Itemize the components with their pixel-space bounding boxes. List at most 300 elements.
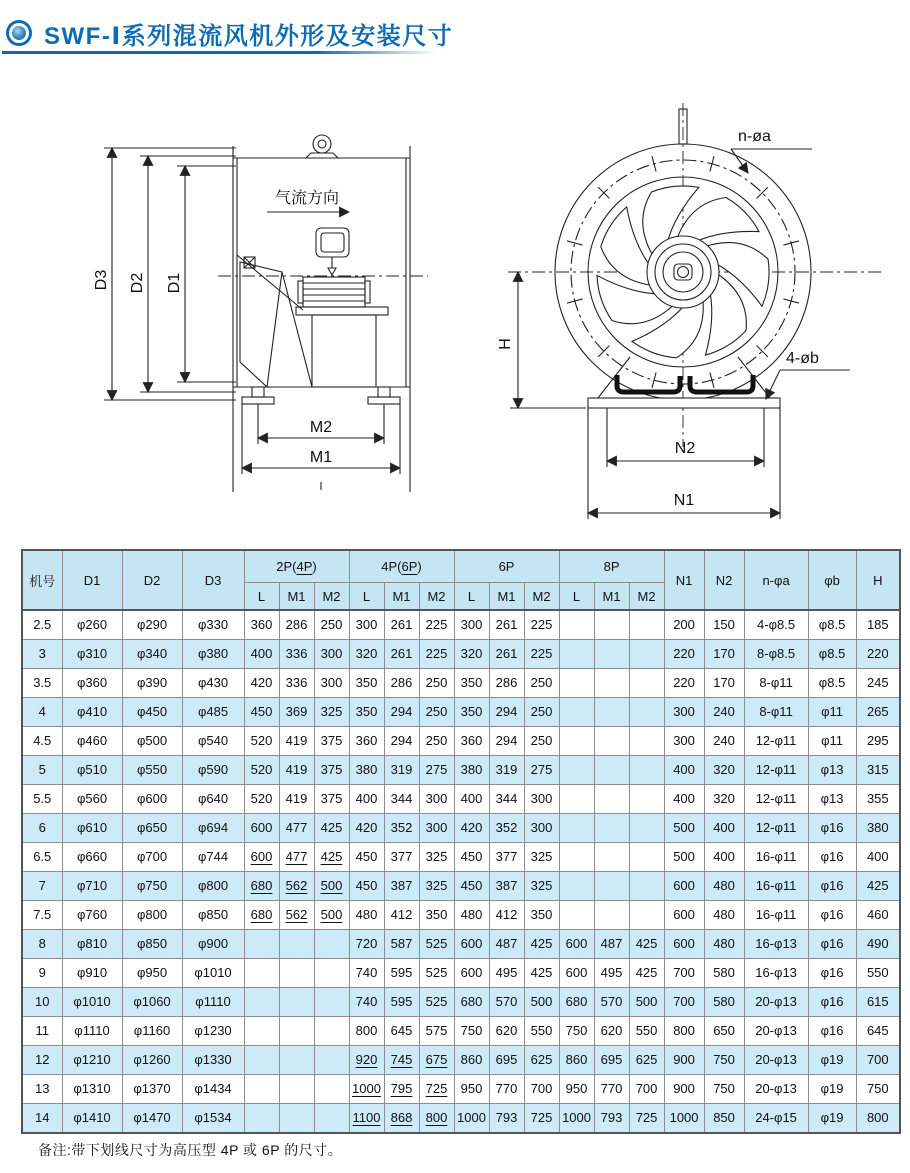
table-cell: 286 xyxy=(279,610,314,640)
table-cell: φ16 xyxy=(808,1017,856,1046)
table-cell xyxy=(559,610,594,640)
table-cell: 1100 xyxy=(349,1104,384,1134)
table-cell: 336 xyxy=(279,669,314,698)
table-cell: φ710 xyxy=(62,872,122,901)
table-cell: 325 xyxy=(419,843,454,872)
col-header-machine-no: 机号 xyxy=(22,550,62,610)
table-cell: 625 xyxy=(524,1046,559,1075)
table-cell: 580 xyxy=(704,988,744,1017)
table-cell xyxy=(244,1017,279,1046)
footnote: 备注:带下划线尺寸为高压型 4P 或 6P 的尺寸。 xyxy=(38,1142,343,1158)
table-cell: 770 xyxy=(489,1075,524,1104)
table-cell: 495 xyxy=(489,959,524,988)
table-cell: 261 xyxy=(384,640,419,669)
side-view-geometry xyxy=(104,135,428,492)
table-cell xyxy=(629,610,664,640)
table-cell: 170 xyxy=(704,669,744,698)
table-cell xyxy=(244,1046,279,1075)
table-cell: 380 xyxy=(856,814,900,843)
table-cell: 950 xyxy=(454,1075,489,1104)
table-cell: 587 xyxy=(384,930,419,959)
table-cell: 500 xyxy=(629,988,664,1017)
table-row xyxy=(22,727,900,756)
table-cell: φ1110 xyxy=(62,1017,122,1046)
table-cell: φ1534 xyxy=(182,1104,244,1134)
table-cell xyxy=(594,901,629,930)
front-view-drawing xyxy=(480,95,910,525)
table-cell: 800 xyxy=(856,1104,900,1134)
table-cell: 220 xyxy=(664,640,704,669)
table-cell: 487 xyxy=(489,930,524,959)
table-cell: 600 xyxy=(454,959,489,988)
table-cell: 680 xyxy=(559,988,594,1017)
table-row xyxy=(22,843,900,872)
table-cell: 320 xyxy=(704,756,744,785)
bolt-circle-label: n-øa xyxy=(738,128,771,145)
table-cell: φ13 xyxy=(808,785,856,814)
sub-header-m2: M2 xyxy=(419,583,454,611)
col-group-8p: 8P xyxy=(559,550,664,583)
table-cell: 286 xyxy=(384,669,419,698)
table-cell xyxy=(314,1104,349,1134)
table-cell: φ600 xyxy=(122,785,182,814)
sub-header-m1: M1 xyxy=(489,583,524,611)
table-cell: φ1110 xyxy=(182,988,244,1017)
table-cell: 1000 xyxy=(664,1104,704,1134)
table-cell: 150 xyxy=(704,610,744,640)
table-cell: 520 xyxy=(244,756,279,785)
table-cell: 360 xyxy=(244,610,279,640)
table-cell xyxy=(279,1046,314,1075)
table-row xyxy=(22,872,900,901)
col-header-d1: D1 xyxy=(62,550,122,610)
table-cell: 550 xyxy=(629,1017,664,1046)
table-cell: 850 xyxy=(704,1104,744,1134)
table-cell: 425 xyxy=(629,959,664,988)
table-cell: 520 xyxy=(244,727,279,756)
table-cell: 562 xyxy=(279,901,314,930)
table-row xyxy=(22,610,900,640)
table-cell: 250 xyxy=(524,698,559,727)
table-cell: 225 xyxy=(419,640,454,669)
sub-header-m1: M1 xyxy=(594,583,629,611)
table-cell: 377 xyxy=(384,843,419,872)
table-cell: 14 xyxy=(22,1104,62,1134)
table-cell: 300 xyxy=(419,785,454,814)
table-cell: φ510 xyxy=(62,756,122,785)
table-cell: φ500 xyxy=(122,727,182,756)
table-cell: 550 xyxy=(524,1017,559,1046)
table-cell: 620 xyxy=(489,1017,524,1046)
table-cell: 800 xyxy=(419,1104,454,1134)
table-cell: 16-φ13 xyxy=(744,959,808,988)
table-cell xyxy=(559,727,594,756)
table-cell: φ8.5 xyxy=(808,669,856,698)
table-cell: 10 xyxy=(22,988,62,1017)
table-cell: 487 xyxy=(594,930,629,959)
table-cell: 352 xyxy=(489,814,524,843)
table-cell: 400 xyxy=(349,785,384,814)
table-cell: 868 xyxy=(384,1104,419,1134)
table-cell: φ1010 xyxy=(62,988,122,1017)
table-cell: 645 xyxy=(384,1017,419,1046)
table-cell: 675 xyxy=(419,1046,454,1075)
table-row xyxy=(22,698,900,727)
table-cell: 295 xyxy=(856,727,900,756)
table-cell: 315 xyxy=(856,756,900,785)
table-cell: φ1010 xyxy=(182,959,244,988)
table-cell: 261 xyxy=(489,610,524,640)
sub-header-l: L xyxy=(559,583,594,611)
col-group-4p6p: 4P(6P) xyxy=(349,550,454,583)
table-cell: 1000 xyxy=(559,1104,594,1134)
table-cell: 700 xyxy=(629,1075,664,1104)
table-cell: 12-φ11 xyxy=(744,785,808,814)
table-cell: 265 xyxy=(856,698,900,727)
sub-header-l: L xyxy=(454,583,489,611)
table-cell: 419 xyxy=(279,756,314,785)
table-cell xyxy=(314,959,349,988)
table-cell: 336 xyxy=(279,640,314,669)
table-cell xyxy=(594,610,629,640)
table-cell: φ11 xyxy=(808,698,856,727)
table-row xyxy=(22,930,900,959)
table-cell xyxy=(629,698,664,727)
table-cell: 400 xyxy=(704,843,744,872)
table-cell: 12-φ11 xyxy=(744,814,808,843)
table-cell: 7 xyxy=(22,872,62,901)
table-cell: φ1210 xyxy=(62,1046,122,1075)
sub-header-m2: M2 xyxy=(314,583,349,611)
table-cell: 570 xyxy=(489,988,524,1017)
table-cell xyxy=(594,814,629,843)
table-cell: 525 xyxy=(419,988,454,1017)
table-cell: φ19 xyxy=(808,1075,856,1104)
table-cell xyxy=(314,1046,349,1075)
table-cell: φ340 xyxy=(122,640,182,669)
table-cell: 600 xyxy=(244,814,279,843)
sub-header-l: L xyxy=(349,583,384,611)
table-cell: φ1230 xyxy=(182,1017,244,1046)
table-cell: 425 xyxy=(856,872,900,901)
table-cell xyxy=(559,756,594,785)
table-cell: 700 xyxy=(664,959,704,988)
table-cell: φ800 xyxy=(122,901,182,930)
table-cell xyxy=(559,785,594,814)
dimension-table xyxy=(21,549,901,1134)
table-cell: 319 xyxy=(489,756,524,785)
table-cell: 300 xyxy=(524,785,559,814)
table-cell: 419 xyxy=(279,785,314,814)
table-cell: 350 xyxy=(454,698,489,727)
table-cell: φ450 xyxy=(122,698,182,727)
table-cell xyxy=(629,669,664,698)
table-cell xyxy=(279,1017,314,1046)
table-cell: 320 xyxy=(454,640,489,669)
table-cell: 490 xyxy=(856,930,900,959)
table-cell: φ16 xyxy=(808,901,856,930)
table-cell: 950 xyxy=(559,1075,594,1104)
table-cell: 600 xyxy=(664,872,704,901)
table-cell: 1000 xyxy=(349,1075,384,1104)
table-cell: 300 xyxy=(314,640,349,669)
table-row xyxy=(22,1046,900,1075)
col-header-n-phi-a: n-φa xyxy=(744,550,808,610)
table-cell: 620 xyxy=(594,1017,629,1046)
table-cell: 450 xyxy=(454,872,489,901)
table-cell: 12-φ11 xyxy=(744,756,808,785)
table-cell: 600 xyxy=(559,930,594,959)
col-header-h: H xyxy=(856,550,900,610)
table-cell xyxy=(279,959,314,988)
table-cell: 3 xyxy=(22,640,62,669)
table-cell: φ16 xyxy=(808,959,856,988)
table-cell: 750 xyxy=(454,1017,489,1046)
table-cell: φ410 xyxy=(62,698,122,727)
table-cell: 615 xyxy=(856,988,900,1017)
table-cell: 325 xyxy=(314,698,349,727)
table-cell: 369 xyxy=(279,698,314,727)
table-cell: 450 xyxy=(349,872,384,901)
table-cell: 800 xyxy=(349,1017,384,1046)
table-cell: 400 xyxy=(244,640,279,669)
table-cell: 550 xyxy=(856,959,900,988)
table-row xyxy=(22,988,900,1017)
table-cell: φ1310 xyxy=(62,1075,122,1104)
table-cell: 375 xyxy=(314,727,349,756)
table-cell: 500 xyxy=(314,901,349,930)
table-cell: 350 xyxy=(349,698,384,727)
table-cell xyxy=(594,698,629,727)
table-cell: 425 xyxy=(314,814,349,843)
table-cell: 420 xyxy=(244,669,279,698)
table-cell: φ310 xyxy=(62,640,122,669)
table-cell: 750 xyxy=(704,1075,744,1104)
table-row xyxy=(22,785,900,814)
table-cell: 500 xyxy=(524,988,559,1017)
table-cell: 5.5 xyxy=(22,785,62,814)
table-cell: φ850 xyxy=(122,930,182,959)
table-cell: 16-φ11 xyxy=(744,901,808,930)
table-cell: 352 xyxy=(384,814,419,843)
table-row xyxy=(22,814,900,843)
table-cell xyxy=(629,640,664,669)
table-cell: 425 xyxy=(314,843,349,872)
table-cell: φ11 xyxy=(808,727,856,756)
table-cell: φ460 xyxy=(62,727,122,756)
table-cell: 680 xyxy=(244,901,279,930)
table-cell: 350 xyxy=(349,669,384,698)
table-cell: 450 xyxy=(244,698,279,727)
table-cell xyxy=(559,640,594,669)
table-cell: 575 xyxy=(419,1017,454,1046)
table-cell: 240 xyxy=(704,727,744,756)
table-cell: 480 xyxy=(349,901,384,930)
dimension-h-label: H xyxy=(497,338,514,350)
table-cell: 377 xyxy=(489,843,524,872)
table-cell xyxy=(244,930,279,959)
table-cell: φ13 xyxy=(808,756,856,785)
table-cell: φ660 xyxy=(62,843,122,872)
table-cell: 562 xyxy=(279,872,314,901)
table-cell: 793 xyxy=(594,1104,629,1134)
table-cell: φ1330 xyxy=(182,1046,244,1075)
table-cell: 225 xyxy=(524,610,559,640)
table-cell: 2.5 xyxy=(22,610,62,640)
table-cell: 220 xyxy=(856,640,900,669)
table-cell: φ610 xyxy=(62,814,122,843)
dimension-d2-label: D2 xyxy=(129,272,146,294)
table-cell: 355 xyxy=(856,785,900,814)
table-cell: φ260 xyxy=(62,610,122,640)
table-cell: 350 xyxy=(419,901,454,930)
table-cell: 477 xyxy=(279,814,314,843)
table-cell: φ16 xyxy=(808,930,856,959)
table-cell: 580 xyxy=(704,959,744,988)
table-cell: 9 xyxy=(22,959,62,988)
table-cell: 294 xyxy=(384,727,419,756)
table-body xyxy=(22,610,900,1133)
table-cell: 680 xyxy=(454,988,489,1017)
table-cell: 220 xyxy=(664,669,704,698)
col-header-n2: N2 xyxy=(704,550,744,610)
table-cell: φ1160 xyxy=(122,1017,182,1046)
table-cell: 20-φ13 xyxy=(744,1046,808,1075)
table-cell: φ290 xyxy=(122,610,182,640)
table-cell: 425 xyxy=(629,930,664,959)
table-cell: φ590 xyxy=(182,756,244,785)
table-cell: 350 xyxy=(524,901,559,930)
table-cell xyxy=(629,814,664,843)
table-cell: 600 xyxy=(664,930,704,959)
table-cell xyxy=(629,727,664,756)
table-cell: 595 xyxy=(384,988,419,1017)
table-cell: 380 xyxy=(349,756,384,785)
table-cell: φ19 xyxy=(808,1046,856,1075)
table-cell: 480 xyxy=(704,872,744,901)
table-cell xyxy=(629,901,664,930)
dimension-d1-label: D1 xyxy=(166,272,183,294)
table-cell: 420 xyxy=(349,814,384,843)
table-cell: 570 xyxy=(594,988,629,1017)
table-cell: 419 xyxy=(279,727,314,756)
table-cell: 240 xyxy=(704,698,744,727)
table-cell: φ8.5 xyxy=(808,640,856,669)
table-cell: 325 xyxy=(524,872,559,901)
table-cell: 250 xyxy=(524,669,559,698)
table-cell: 700 xyxy=(856,1046,900,1075)
table-cell xyxy=(559,698,594,727)
airflow-direction-label: 气流方向 xyxy=(274,190,340,207)
table-cell: 412 xyxy=(384,901,419,930)
table-cell: 450 xyxy=(454,843,489,872)
table-cell: φ910 xyxy=(62,959,122,988)
table-cell: 460 xyxy=(856,901,900,930)
sub-header-l: L xyxy=(244,583,279,611)
table-cell: 325 xyxy=(419,872,454,901)
table-cell: 275 xyxy=(419,756,454,785)
table-cell: φ694 xyxy=(182,814,244,843)
table-cell: φ760 xyxy=(62,901,122,930)
table-cell: 480 xyxy=(704,930,744,959)
table-cell xyxy=(594,756,629,785)
table-cell: 412 xyxy=(489,901,524,930)
table-cell: 400 xyxy=(704,814,744,843)
table-cell: 300 xyxy=(314,669,349,698)
table-cell xyxy=(629,785,664,814)
table-cell: 600 xyxy=(559,959,594,988)
table-cell: φ19 xyxy=(808,1104,856,1134)
foot-bolt-label: 4-øb xyxy=(786,350,819,367)
table-cell: 185 xyxy=(856,610,900,640)
table-cell xyxy=(594,669,629,698)
table-cell: 250 xyxy=(419,698,454,727)
table-cell xyxy=(559,901,594,930)
table-cell: φ485 xyxy=(182,698,244,727)
table-cell: 5 xyxy=(22,756,62,785)
table-cell: 8-φ8.5 xyxy=(744,640,808,669)
table-row xyxy=(22,640,900,669)
table-cell: φ800 xyxy=(182,872,244,901)
table-cell: 750 xyxy=(559,1017,594,1046)
table-cell: 225 xyxy=(419,610,454,640)
table-cell: 300 xyxy=(524,814,559,843)
sub-header-m1: M1 xyxy=(279,583,314,611)
bullseye-icon xyxy=(6,20,32,46)
table-cell: 740 xyxy=(349,988,384,1017)
table-cell: 294 xyxy=(384,698,419,727)
table-cell: 480 xyxy=(454,901,489,930)
table-cell: 6 xyxy=(22,814,62,843)
table-cell: φ1434 xyxy=(182,1075,244,1104)
table-cell: φ700 xyxy=(122,843,182,872)
table-cell: 294 xyxy=(489,727,524,756)
table-cell: 12 xyxy=(22,1046,62,1075)
table-cell: 8-φ11 xyxy=(744,669,808,698)
col-header-phi-b: φb xyxy=(808,550,856,610)
table-cell: 250 xyxy=(419,669,454,698)
table-cell: 4-φ8.5 xyxy=(744,610,808,640)
table-cell: φ550 xyxy=(122,756,182,785)
table-cell: 16-φ13 xyxy=(744,930,808,959)
table-cell xyxy=(559,872,594,901)
table-cell: 645 xyxy=(856,1017,900,1046)
col-header-n1: N1 xyxy=(664,550,704,610)
table-cell: 360 xyxy=(454,727,489,756)
table-cell xyxy=(594,727,629,756)
table-cell: 900 xyxy=(664,1046,704,1075)
table-cell: φ1060 xyxy=(122,988,182,1017)
table-cell: 8 xyxy=(22,930,62,959)
table-cell: 720 xyxy=(349,930,384,959)
table-cell: 900 xyxy=(664,1075,704,1104)
table-cell: 400 xyxy=(856,843,900,872)
table-cell: 480 xyxy=(704,901,744,930)
table-cell: 294 xyxy=(489,698,524,727)
col-group-2p4p: 2P(4P) xyxy=(244,550,349,583)
table-cell: 245 xyxy=(856,669,900,698)
table-cell: φ16 xyxy=(808,843,856,872)
table-cell xyxy=(314,1075,349,1104)
table-cell: 650 xyxy=(704,1017,744,1046)
table-cell xyxy=(629,756,664,785)
table-cell: 7.5 xyxy=(22,901,62,930)
table-cell: 500 xyxy=(664,843,704,872)
table-cell: φ950 xyxy=(122,959,182,988)
table-cell: 595 xyxy=(384,959,419,988)
table-cell: φ430 xyxy=(182,669,244,698)
table-cell: 375 xyxy=(314,756,349,785)
